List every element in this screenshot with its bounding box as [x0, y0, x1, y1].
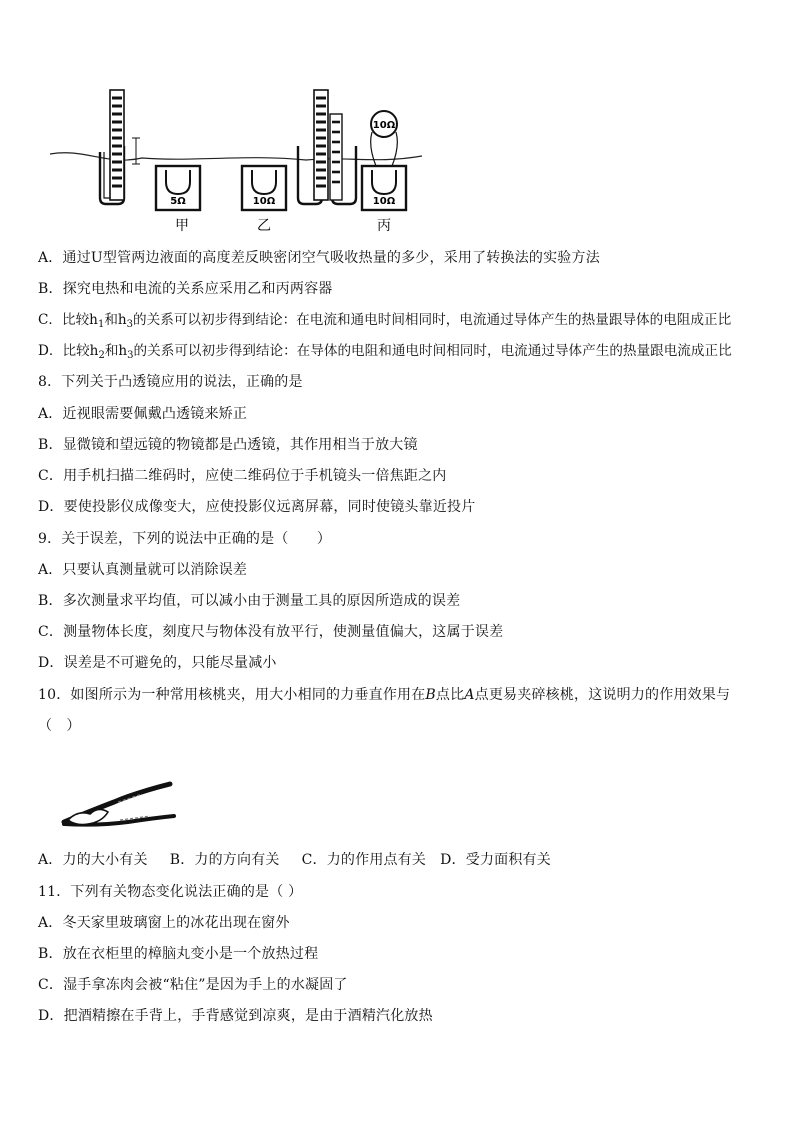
q10-point-b: B [425, 687, 436, 703]
q9-option-d: D．误差是不可避免的，只能尽量减小 [38, 655, 277, 671]
q7-option-a-text: A．通过U型管两边液面的高度差反映密闭空气吸收热量的多少，采用了转换法的实验方法 [38, 250, 600, 266]
q11-option-d: D．把酒精擦在手背上，手背感觉到凉爽，是由于酒精汽化放热 [38, 1008, 433, 1024]
q10-stem-part3: 点更易夹碎核桃，这说明力的作用效果与 [474, 687, 731, 703]
q9-option-c: C．测量物体长度，刻度尺与物体没有放平行，使测量值偏大，这属于误差 [38, 624, 504, 640]
q8-option-a: A．近视眼需要佩戴凸透镜来矫正 [38, 406, 248, 422]
q11-option-b: B．放在衣柜里的樟脑丸变小是一个放热过程 [38, 946, 319, 962]
q9-option-a: A．只要认真测量就可以消除误差 [38, 562, 248, 578]
q10-option-c: C．力的作用点有关 [301, 852, 427, 868]
figure-label-bing: 丙 [377, 218, 391, 234]
scale-ticks-3 [332, 122, 340, 182]
resistor-label-yi: 10Ω [252, 196, 276, 207]
resistor-label-bing: 10Ω [372, 196, 396, 207]
q10-point-a: A [464, 687, 475, 703]
q7-option-a [38, 248, 600, 268]
nutcracker-hinge [63, 819, 69, 825]
nutcracker-figure [58, 776, 178, 836]
scale-ruler-3 [330, 114, 342, 200]
q8-option-d: D．要使投影仪成像变大，应使投影仪远离屏幕，同时使镜头靠近投片 [38, 499, 476, 515]
height-marker-1 [132, 138, 140, 164]
q10-option-b: B．力的方向有关 [169, 852, 280, 868]
q8-option-c: C．用手机扫描二维码时，应使二维码位于手机镜头一倍焦距之内 [38, 468, 447, 484]
q7-option-c-post: 的关系可以初步得到结论：在电流和通电时间相同时，电流通过导体产生的热量跟导体的电阻成正比 [133, 312, 732, 328]
q10-options [38, 850, 551, 870]
q10-option-a: A．力的大小有关 [38, 852, 148, 868]
q7-option-d-pre: D．比较h [38, 343, 99, 359]
q7-option-d-post: 的关系可以初步得到结论：在导体的电阻和通电时间相同时，电流通过导体产生的热量跟电流成正比 [133, 343, 732, 359]
q7-option-c-sub2: 3 [126, 319, 134, 330]
q7-option-b [38, 279, 333, 299]
figure-label-yi: 乙 [257, 218, 271, 234]
q11-option-a: A．冬天家里玻璃窗上的冰花出现在窗外 [38, 915, 290, 931]
q7-option-c [38, 310, 731, 330]
q10-stem-part2: 点比 [435, 687, 465, 703]
q7-option-b-text: B．探究电热和电流的关系应采用乙和丙两容器 [38, 281, 333, 297]
q7-option-d [38, 341, 732, 361]
q9-stem: 9．关于误差，下列的说法中正确的是（ ） [38, 531, 332, 547]
q10-stem-line2: （ ） [38, 718, 81, 734]
q10-stem [38, 685, 730, 705]
joule-heating-apparatus-figure [46, 86, 426, 238]
q11-option-c: C．湿手拿冻肉会被“粘住”是因为手上的水凝固了 [38, 977, 348, 993]
q7-option-c-sub1: 1 [97, 319, 105, 330]
q9-option-b: B．多次测量求平均值，可以减小由于测量工具的原因所造成的误差 [38, 593, 461, 609]
figure-label-jia: 甲 [175, 218, 189, 234]
q7-option-d-sub2: 3 [127, 350, 134, 361]
resistor-label-jia: 5Ω [170, 196, 186, 207]
circuit-wire [50, 153, 422, 160]
q10-stem-part1: 10．如图所示为一种常用核桃夹，用大小相同的力垂直作用在 [38, 687, 426, 703]
q11-stem: 11．下列有关物态变化说法正确的是（ ） [38, 884, 303, 900]
q8-option-b: B．显微镜和望远镜的物镜都是凸透镜，其作用相当于放大镜 [38, 437, 418, 453]
q7-option-d-sub1: 2 [98, 350, 105, 361]
q8-stem: 8．下列关于凸透镜应用的说法，正确的是 [38, 374, 303, 390]
q7-option-d-mid: 和h [104, 343, 128, 359]
q10-option-d: D．受力面积有关 [440, 852, 551, 868]
q7-option-c-pre: C．比较h [38, 312, 98, 328]
q7-option-c-mid: 和h [104, 312, 127, 328]
external-resistor-label: 10Ω [372, 120, 396, 131]
